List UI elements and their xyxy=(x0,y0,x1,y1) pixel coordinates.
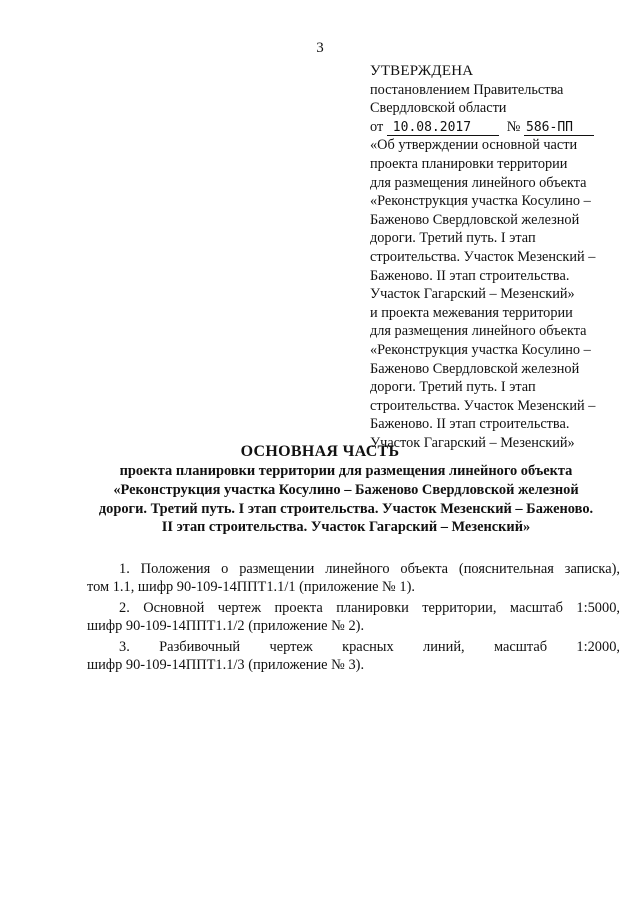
approval-line: дороги. Третий путь. I этап xyxy=(370,230,536,247)
list-item-line: 2. Основной чертеж проекта планировки территории, масштаб 1:5000, xyxy=(119,600,620,616)
approval-line: Баженово Свердловской железной xyxy=(370,211,580,228)
approval-line: дороги. Третий путь. I этап xyxy=(370,379,536,396)
list-item-line: 1. Положения о размещении линейного объекта (пояснительная записка), xyxy=(119,561,620,577)
approval-line: Баженово. II этап строительства. xyxy=(370,416,570,433)
approval-block xyxy=(370,62,632,452)
approval-line: и проекта межевания территории xyxy=(370,304,573,321)
number-value: 586-ПП xyxy=(524,120,594,136)
approval-line: «Реконструкция участка Косулино – xyxy=(370,193,591,210)
subtitle-line: II этап строительства. Участок Гагарский – Мезенский» xyxy=(161,519,531,536)
approval-line: постановлением Правительства xyxy=(370,81,564,98)
subtitle-line: дороги. Третий путь. I этап строительства. Участок Мезенский – Баженово. xyxy=(98,500,594,517)
approval-line: Баженово Свердловской железной xyxy=(370,360,580,377)
list-item xyxy=(87,638,620,674)
list-item-line: том 1.1, шифр 90-109-14ППТ1.1/1 (приложение № 1). xyxy=(87,579,415,595)
approval-line: «Реконструкция участка Косулино – xyxy=(370,341,591,358)
approval-line: Баженово. II этап строительства. xyxy=(370,267,570,284)
list-item xyxy=(87,560,620,596)
approval-line: для размещения линейного объекта xyxy=(370,323,587,340)
approval-line: Участок Гагарский – Мезенский» xyxy=(370,286,575,303)
approval-date-row xyxy=(370,118,632,137)
list-item-line: шифр 90-109-14ППТ1.1/2 (приложение № 2). xyxy=(87,618,365,634)
approval-line: проекта планировки территории xyxy=(370,155,568,172)
approval-line: строительства. Участок Мезенский – xyxy=(370,248,596,265)
number-label: № xyxy=(506,118,521,135)
contents-list xyxy=(87,560,620,677)
document-title: ОСНОВНАЯ ЧАСТЬ xyxy=(240,443,400,460)
list-item-line: шифр 90-109-14ППТ1.1/3 (приложение № 3). xyxy=(87,657,365,673)
approval-heading: УТВЕРЖДЕНА xyxy=(370,63,474,79)
page-number: 3 xyxy=(316,40,324,56)
list-item xyxy=(87,599,620,635)
approval-line: Участок Гагарский – Мезенский» xyxy=(370,434,575,451)
list-item-line: 3. Разбивочный чертеж красных линий, масштаб 1:2000, xyxy=(119,639,620,655)
approval-line: строительства. Участок Мезенский – xyxy=(370,397,596,414)
approval-line: Свердловской области xyxy=(370,100,507,117)
subtitle-line: проекта планировки территории для размещения линейного объекта xyxy=(119,463,573,479)
approval-line: для размещения линейного объекта xyxy=(370,174,587,191)
approval-line: «Об утверждении основной части xyxy=(370,137,578,154)
date-prefix: от xyxy=(370,118,384,135)
document-subtitle xyxy=(72,462,620,537)
date-value: 10.08.2017 xyxy=(387,120,499,136)
subtitle-line: «Реконструкция участка Косулино – Баженово Свердловской железной xyxy=(113,481,579,498)
